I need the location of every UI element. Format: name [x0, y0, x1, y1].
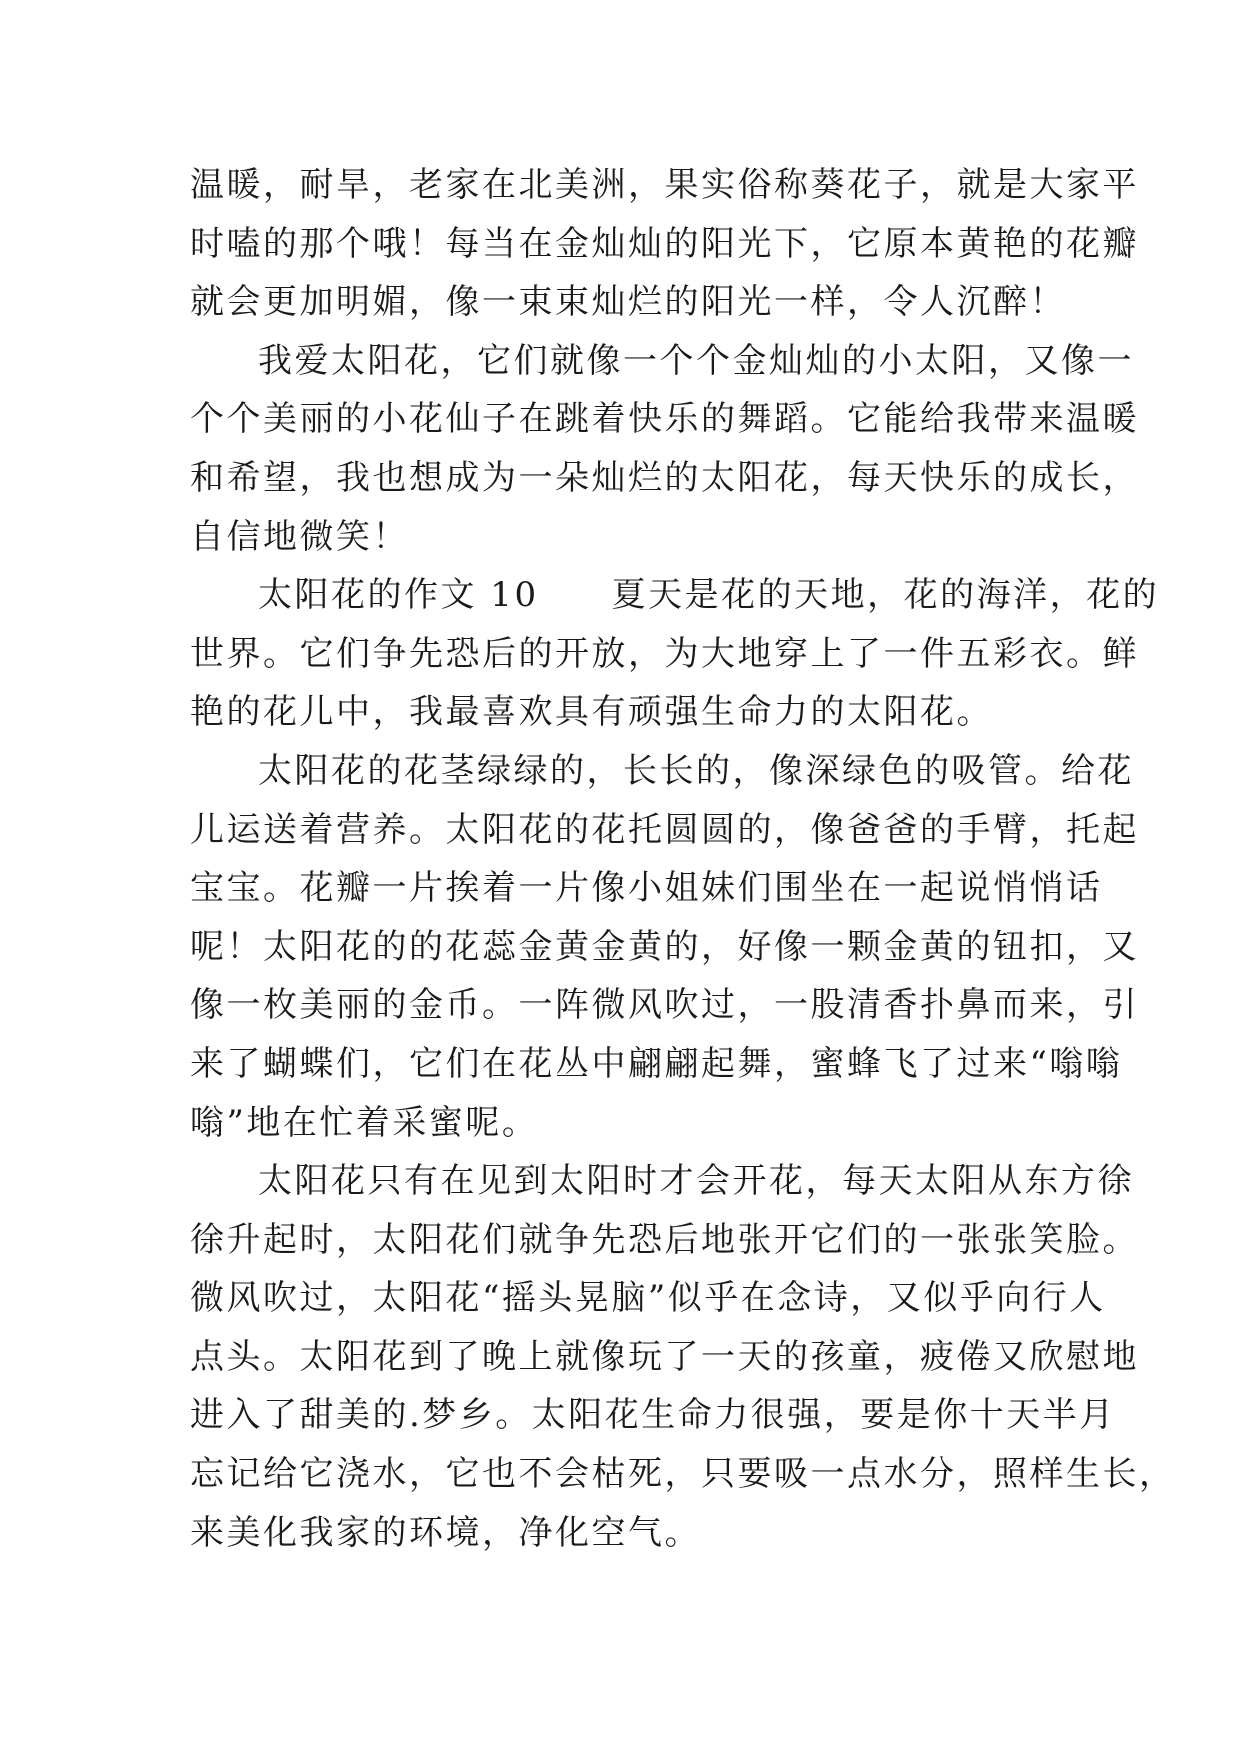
text-line: 宝宝。花瓣一片挨着一片像小姐妹们围坐在一起说悄悄话 [190, 868, 1103, 909]
text-line: 来了蝴蝶们，它们在花丛中翩翩起舞，蜜蜂飞了过来“嗡嗡 [190, 1043, 1123, 1084]
text-line: 太阳花的花茎绿绿的，长长的，像深绿色的吸管。给花 [258, 750, 1134, 791]
text-line: 忘记给它浇水，它也不会枯死，只要吸一点水分，照样生长， [190, 1454, 1176, 1495]
text-line: 徐升起时，太阳花们就争先恐后地张开它们的一张张笑脸。 [190, 1219, 1139, 1260]
text-line: 我爱太阳花，它们就像一个个金灿灿的小太阳，又像一 [258, 340, 1134, 381]
text-line: 时嗑的那个哦！每当在金灿灿的阳光下，它原本黄艳的花瓣 [190, 223, 1139, 264]
text-line: 世界。它们争先恐后的开放，为大地穿上了一件五彩衣。鲜 [190, 633, 1139, 674]
text-line: 像一枚美丽的金币。一阵微风吹过，一股清香扑鼻而来，引 [190, 985, 1139, 1026]
text-line: 和希望，我也想成为一朵灿烂的太阳花，每天快乐的成长， [190, 457, 1139, 498]
text-line: 就会更加明媚，像一束束灿烂的阳光一样，令人沉醉！ [190, 282, 1066, 323]
text-line: 进入了甜美的.梦乡。太阳花生命力很强，要是你十天半月 [190, 1395, 1116, 1436]
text-line: 来美化我家的环境，净化空气。 [190, 1512, 701, 1553]
text-line: 艳的花儿中，我最喜欢具有顽强生命力的太阳花。 [190, 692, 993, 733]
text-line: 嗡”地在忙着采蜜呢。 [190, 1102, 539, 1143]
text-line: 太阳花的作文 10 夏天是花的天地，花的海洋，花的 [258, 575, 1160, 616]
text-line: 点头。太阳花到了晚上就像玩了一天的孩童，疲倦又欣慰地 [190, 1336, 1139, 1377]
text-line: 儿运送着营养。太阳花的花托圆圆的，像爸爸的手臂，托起 [190, 809, 1139, 850]
text-line: 太阳花只有在见到太阳时才会开花，每天太阳从东方徐 [258, 1161, 1134, 1202]
text-line: 自信地微笑！ [190, 516, 409, 557]
text-line: 微风吹过，太阳花“摇头晃脑”似乎在念诗，又似乎向行人 [190, 1278, 1106, 1319]
text-line: 个个美丽的小花仙子在跳着快乐的舞蹈。它能给我带来温暖 [190, 399, 1139, 440]
text-line: 呢！太阳花的的花蕊金黄金黄的，好像一颗金黄的钮扣，又 [190, 926, 1139, 967]
body-text [190, 156, 1176, 1562]
text-line: 温暖，耐旱，老家在北美洲，果实俗称葵花子，就是大家平 [190, 165, 1139, 205]
